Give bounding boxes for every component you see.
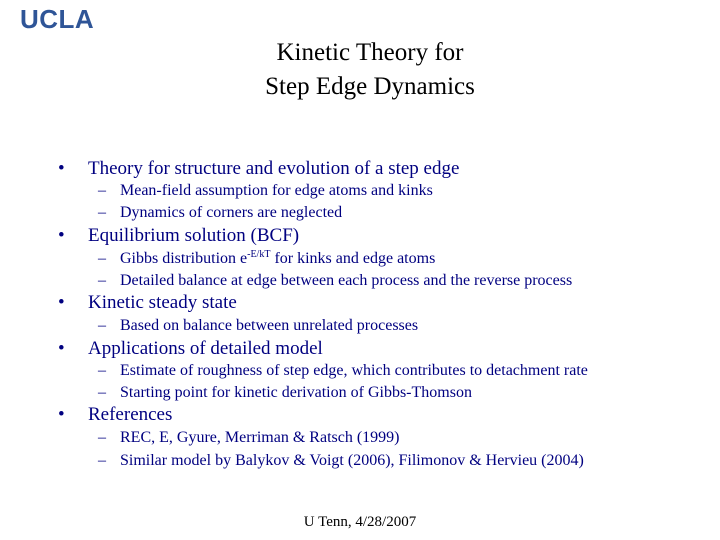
sub-bullet-dash-icon: – [98, 362, 106, 379]
sub-bullet-item [98, 181, 433, 201]
sub-bullet-item [98, 383, 472, 403]
bullet-text: Theory for structure and evolution of a step edge [88, 158, 460, 179]
sub-bullet-dash-icon: – [98, 317, 106, 334]
sub-bullet-dash-icon: – [98, 272, 106, 289]
sub-bullet-item [98, 361, 588, 381]
bullet-dot-icon: • [58, 158, 65, 179]
sub-bullet-dash-icon: – [98, 384, 106, 401]
bullet-dot-icon: • [58, 292, 65, 313]
sub-bullet-text: Starting point for kinetic derivation of Gibbs-Thomson [120, 384, 472, 401]
sub-bullet-item [98, 203, 342, 223]
bullet-text: References [88, 404, 173, 425]
sub-bullet-item [98, 316, 418, 336]
bullet-item [58, 404, 172, 426]
bullet-dot-icon: • [58, 225, 65, 246]
slide-footer: U Tenn, 4/28/2007 [303, 514, 417, 530]
sub-bullet-item [98, 271, 572, 291]
sub-bullet-dash-icon: – [98, 429, 106, 446]
sub-bullet-text: Detailed balance at edge between each process and the reverse process [120, 272, 573, 289]
ucla-logo: UCLA [20, 4, 95, 34]
sub-bullet-dash-icon: – [98, 452, 106, 469]
bullet-text: Applications of detailed model [88, 338, 323, 359]
sub-bullet-item [98, 428, 400, 448]
sub-bullet-text: REC, E, Gyure, Merriman & Ratsch (1999) [120, 429, 400, 446]
sub-bullet-item [98, 451, 584, 471]
bullet-item [58, 292, 237, 314]
sub-bullet-text: Similar model by Balykov & Voigt (2006), Filimonov & Hervieu (2004) [120, 452, 584, 469]
sub-bullet-dash-icon: – [98, 250, 106, 267]
bullet-item [58, 225, 299, 247]
sub-bullet-item [98, 249, 435, 269]
sub-bullet-dash-icon: – [98, 204, 106, 221]
sub-bullet-text: Dynamics of corners are neglected [120, 204, 343, 221]
slide-title-line-2: Step Edge Dynamics [265, 73, 475, 100]
exponent-superscript: -E/kT [247, 249, 271, 260]
sub-bullet-text: Based on balance between unrelated processes [120, 317, 419, 334]
sub-bullet-text: Mean-field assumption for edge atoms and kinks [120, 182, 433, 199]
slide-title-line-1: Kinetic Theory for [276, 39, 464, 66]
sub-bullet-text: Gibbs distribution $e^{-E/kT}$ for kinks and edge atoms [120, 249, 436, 267]
bullet-dot-icon: • [58, 338, 65, 359]
bullet-item [58, 158, 459, 180]
bullet-text: Kinetic steady state [88, 292, 237, 313]
bullet-text: Equilibrium solution (BCF) [88, 225, 300, 246]
bullet-dot-icon: • [58, 404, 65, 425]
sub-bullet-dash-icon: – [98, 182, 106, 199]
bullet-item [58, 338, 323, 360]
sub-bullet-text: Estimate of roughness of step edge, which contributes to detachment rate [120, 362, 588, 379]
